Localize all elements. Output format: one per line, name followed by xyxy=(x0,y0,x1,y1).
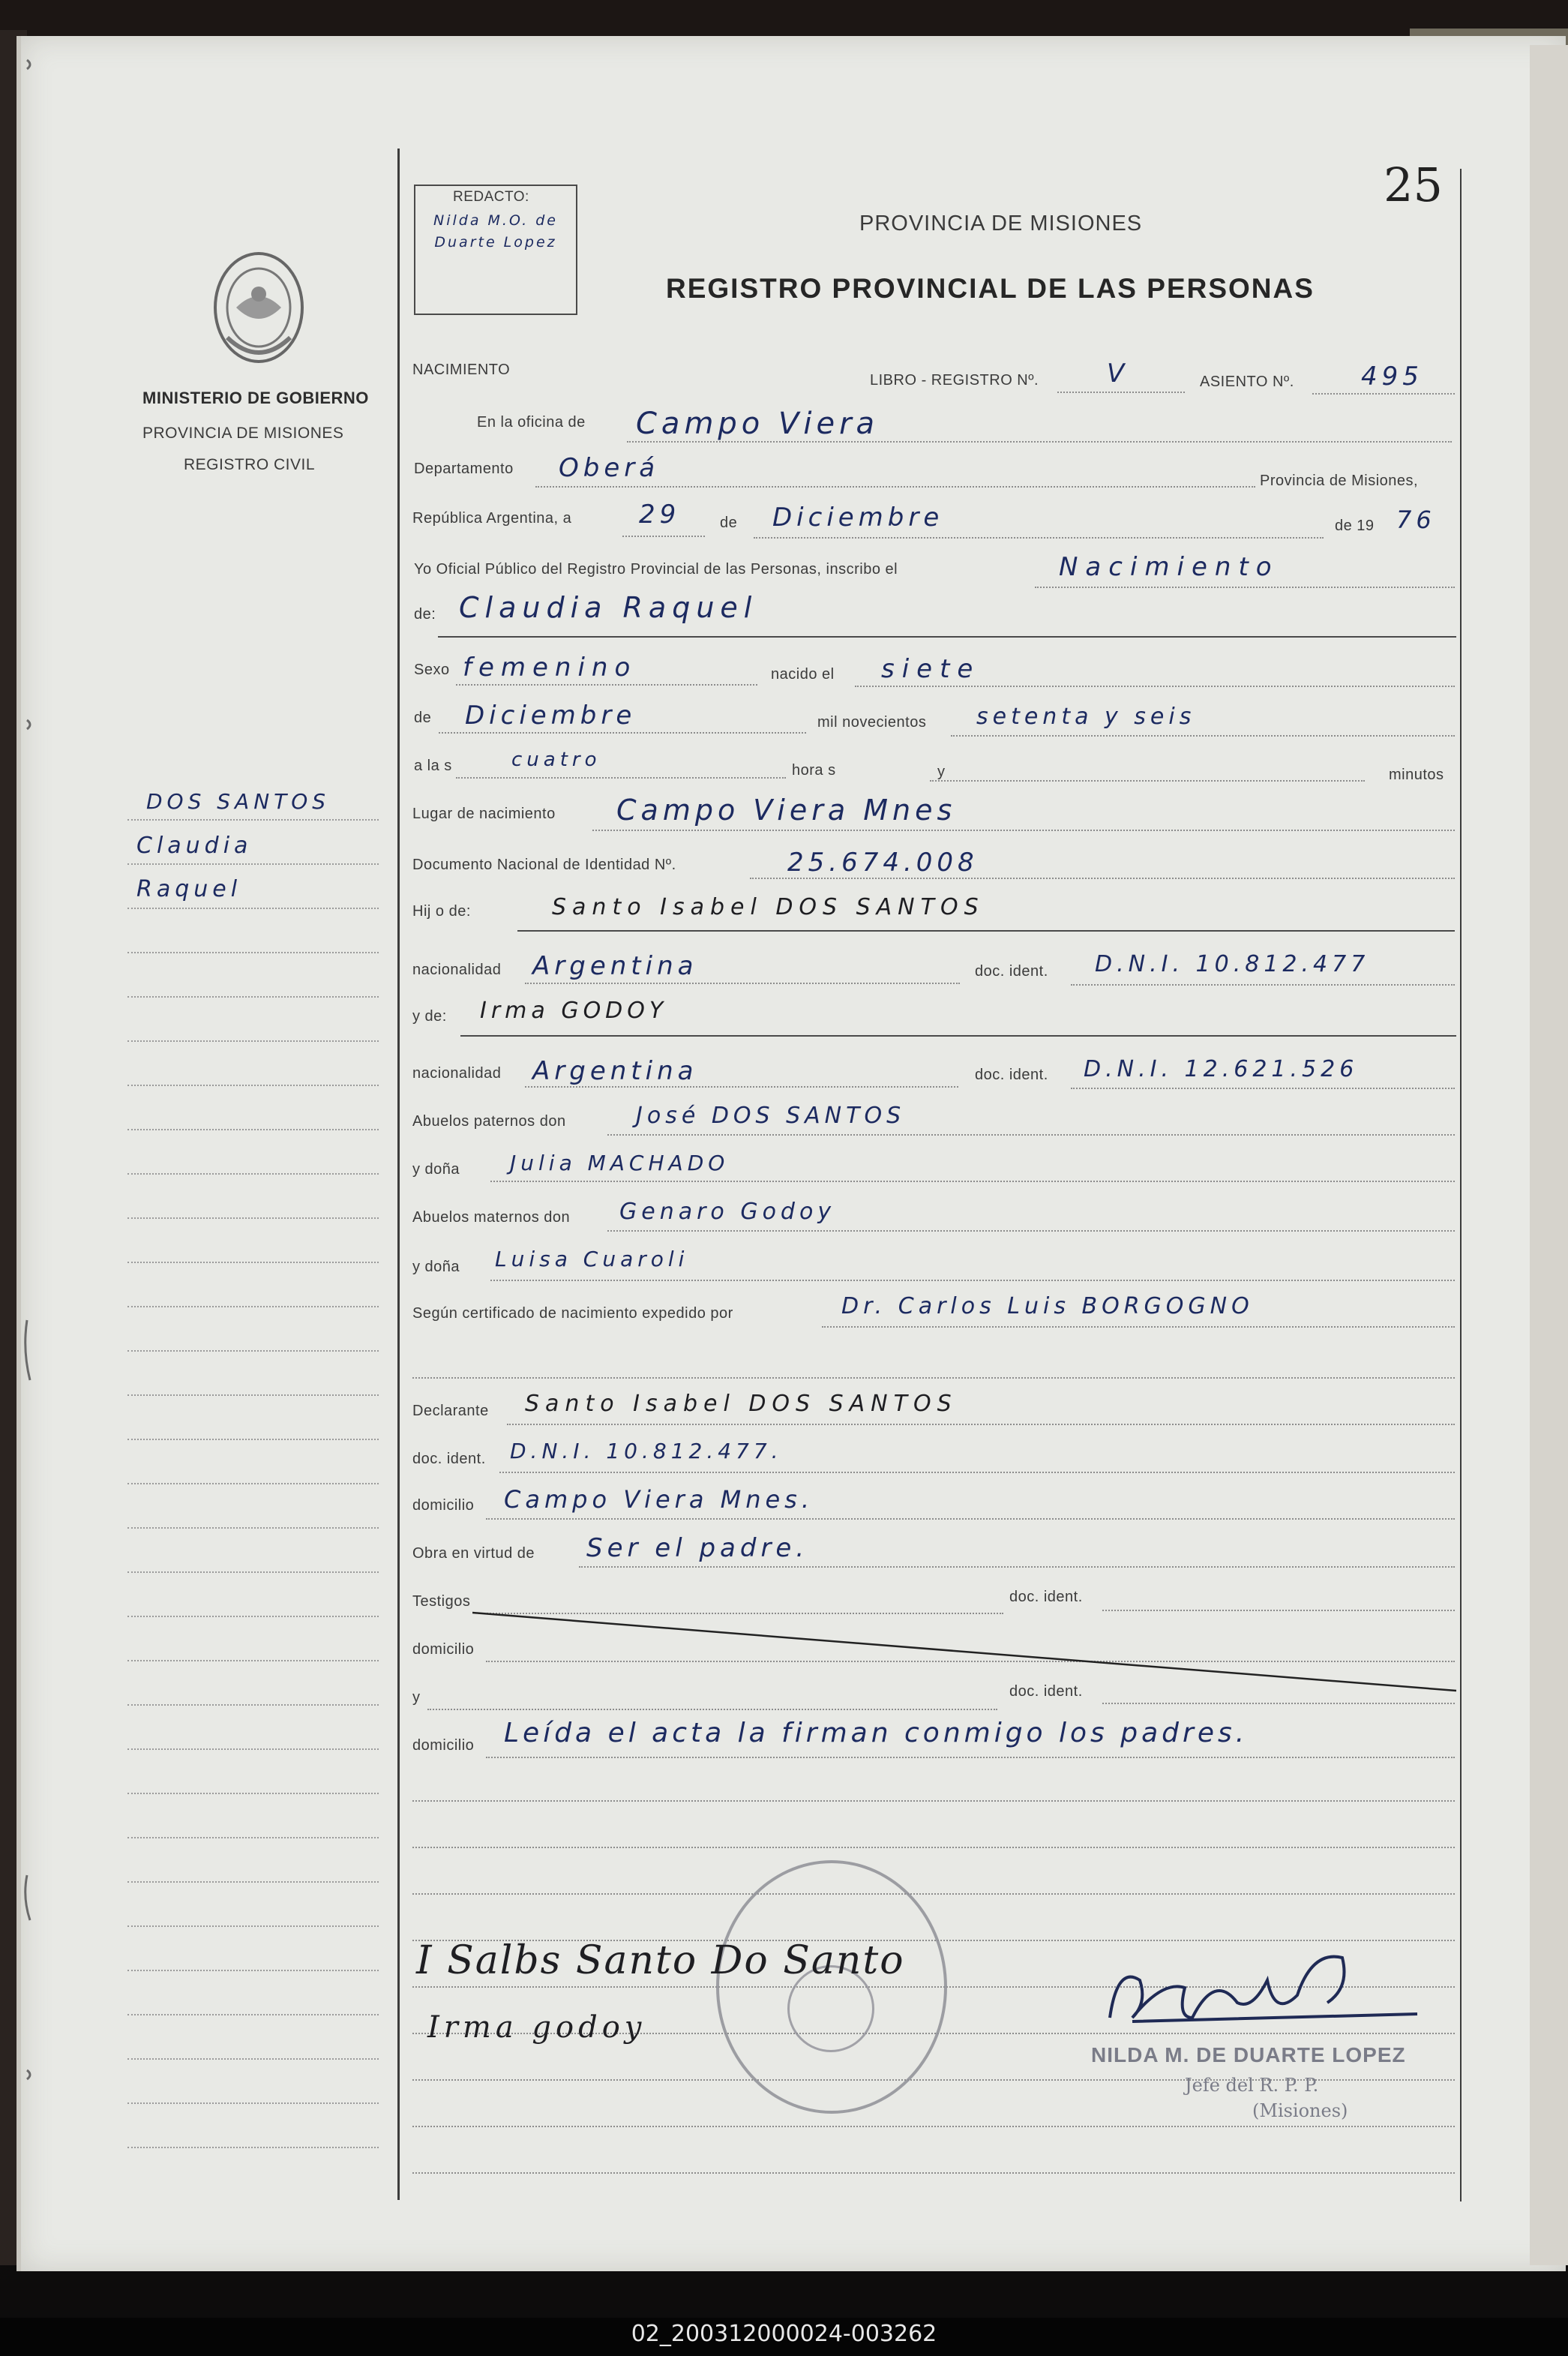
sexo-label: Sexo xyxy=(414,662,450,678)
y-hora-label: y xyxy=(937,764,946,780)
doc1-label: doc. ident. xyxy=(975,963,1048,980)
margin-rule xyxy=(127,1970,379,1971)
declarant-signature: I Salbs Santo Do Santo xyxy=(416,1938,905,1983)
de-name-rule xyxy=(438,636,1456,638)
declarante-label: Declarante xyxy=(412,1403,489,1419)
margin-rule xyxy=(127,1881,379,1883)
official-signature xyxy=(1102,1950,1432,2048)
margin-rule xyxy=(127,1527,379,1529)
nacido-dots xyxy=(855,686,1455,687)
province-title: PROVINCIA DE MISIONES xyxy=(859,212,1143,236)
page-number: 25 xyxy=(1384,158,1443,212)
nac1-label: nacionalidad xyxy=(412,962,502,978)
form-left-border xyxy=(397,149,400,2200)
margin-first-name: Claudia xyxy=(136,833,253,859)
oficina-label: En la oficina de xyxy=(477,414,586,431)
margin-rule xyxy=(127,1925,379,1927)
hijo-value: Santo Isabel DOS SANTOS xyxy=(552,894,985,920)
hijo-rule xyxy=(517,930,1455,932)
obra-label: Obra en virtud de xyxy=(412,1545,535,1562)
de-name-value: Claudia Raquel xyxy=(459,591,758,624)
lugar-value: Campo Viera Mnes xyxy=(616,794,957,827)
nac1-value: Argentina xyxy=(532,951,698,981)
hijo-label: Hij o de: xyxy=(412,903,471,920)
departamento-dots xyxy=(535,486,1255,488)
testigos-y-label: y xyxy=(412,1689,421,1706)
margin-rule xyxy=(127,996,379,998)
margin-rule xyxy=(127,1040,379,1042)
de2-dots xyxy=(439,732,806,734)
margin-rule xyxy=(127,1704,379,1706)
testigos-strike-line xyxy=(472,1598,1462,1703)
doc2-dots xyxy=(1071,1088,1455,1089)
asiento-dots xyxy=(1312,393,1455,395)
closing-statement: Leída el acta la firman conmigo los padres. xyxy=(504,1718,1249,1748)
yde-rule xyxy=(460,1035,1456,1037)
domicilio1-dots xyxy=(486,1518,1455,1520)
domicilio1-label: domicilio xyxy=(412,1497,475,1514)
org-civil-label: REGISTRO CIVIL xyxy=(184,456,316,473)
docident-dots xyxy=(499,1472,1455,1473)
mother-signature: Irma godoy xyxy=(427,2010,646,2045)
official-title: Jefe del R. P. P. xyxy=(1185,2075,1319,2096)
margin-rule xyxy=(127,908,379,909)
testigos-label: Testigos xyxy=(412,1593,471,1610)
margin-rule xyxy=(127,1129,379,1130)
lugar-label: Lugar de nacimiento xyxy=(412,806,556,822)
margin-rule xyxy=(127,2014,379,2015)
provincia-label: Provincia de Misiones, xyxy=(1260,473,1419,489)
ministry-label: MINISTERIO DE GOBIERNO xyxy=(142,389,369,407)
margin-rule xyxy=(127,1616,379,1617)
testigos-doc-label: doc. ident. xyxy=(1009,1589,1083,1605)
segun-label: Según certificado de nacimiento expedido por xyxy=(412,1305,733,1322)
testigos-y-dots xyxy=(427,1709,997,1710)
domicilio1-value: Campo Viera Mnes. xyxy=(504,1485,814,1514)
abpat-label: Abuelos paternos don xyxy=(412,1113,566,1130)
segun-dots xyxy=(822,1326,1455,1328)
margin-rule xyxy=(127,1173,379,1175)
asiento-label: ASIENTO Nº. xyxy=(1200,374,1294,390)
ydona2-value: Luisa Cuaroli xyxy=(495,1247,689,1271)
margin-rule xyxy=(127,1793,379,1794)
asiento-value: 495 xyxy=(1361,362,1423,392)
departamento-value: Oberá xyxy=(559,453,660,483)
month-dots xyxy=(754,537,1324,539)
mil-label: mil novecientos xyxy=(817,714,927,731)
abpat-dots xyxy=(607,1134,1455,1136)
margin-rule xyxy=(127,1350,379,1352)
hora-dots xyxy=(930,780,1365,782)
declarante-value: Santo Isabel DOS SANTOS xyxy=(525,1391,958,1417)
de2-value: Diciembre xyxy=(465,701,637,731)
republica-label: República Argentina, a xyxy=(412,510,572,527)
oficial-dots xyxy=(1035,587,1455,588)
lugar-dots xyxy=(592,830,1455,831)
margin-rule xyxy=(127,863,379,865)
binding-stitches xyxy=(19,45,42,2220)
image-caption: 02_200312000024-003262 xyxy=(631,2321,937,2347)
nac1-dots xyxy=(525,983,960,984)
doc1-value: D.N.I. 10.812.477 xyxy=(1095,951,1370,977)
testigos-doc2-label: doc. ident. xyxy=(1009,1683,1083,1700)
documento-label: Documento Nacional de Identidad Nº. xyxy=(412,857,676,873)
yde-value: Irma GODOY xyxy=(480,998,668,1024)
docident-label: doc. ident. xyxy=(412,1451,486,1467)
nac2-dots xyxy=(525,1086,958,1088)
ydona1-label: y doña xyxy=(412,1161,460,1178)
margin-rule xyxy=(127,1085,379,1086)
nacimiento-label: NACIMIENTO xyxy=(412,362,511,378)
margin-rule xyxy=(127,1660,379,1661)
alas-value: cuatro xyxy=(511,749,601,771)
margin-rule xyxy=(127,1748,379,1750)
doc1-dots xyxy=(1071,984,1455,986)
ydona2-label: y doña xyxy=(412,1259,460,1275)
nac2-label: nacionalidad xyxy=(412,1065,502,1082)
redacto-heading: REDACTO: xyxy=(453,189,529,205)
margin-rule xyxy=(127,2058,379,2060)
oficina-value: Campo Viera xyxy=(636,407,880,441)
oficina-dots xyxy=(627,441,1452,443)
margin-rule xyxy=(127,1217,379,1219)
blank-form-rule xyxy=(412,2172,1455,2174)
ydona1-dots xyxy=(490,1181,1455,1182)
day-dots xyxy=(622,536,705,537)
testigos-domicilio2-label: domicilio xyxy=(412,1737,475,1754)
margin-rule xyxy=(127,1439,379,1440)
testigos-doc2-dots xyxy=(1102,1703,1455,1704)
margin-rule xyxy=(127,952,379,953)
oficial-label: Yo Oficial Público del Registro Provincial de las Personas, inscribo el xyxy=(414,561,898,578)
doc2-label: doc. ident. xyxy=(975,1067,1048,1083)
segun-value: Dr. Carlos Luis BORGOGNO xyxy=(841,1293,1254,1319)
abmat-dots xyxy=(607,1230,1455,1232)
documento-dots xyxy=(750,878,1455,879)
obra-dots xyxy=(579,1566,1455,1568)
mil-value: setenta y seis xyxy=(976,704,1196,730)
margin-rule xyxy=(127,1837,379,1838)
margin-rule xyxy=(127,1483,379,1484)
segun-extra-dots xyxy=(412,1377,1455,1379)
abmat-value: Genaro Godoy xyxy=(619,1199,836,1225)
year-label: de 19 xyxy=(1335,518,1375,534)
margin-rule xyxy=(127,2147,379,2148)
declarante-dots xyxy=(507,1424,1455,1425)
doc2-value: D.N.I. 12.621.526 xyxy=(1084,1056,1359,1082)
de-label: de xyxy=(720,515,738,531)
abpat-value: José DOS SANTOS xyxy=(636,1103,906,1129)
day-value: 29 xyxy=(639,500,681,530)
testigos-domicilio2-dots xyxy=(486,1757,1455,1758)
oficial-value: Nacimiento xyxy=(1059,552,1279,582)
documento-value: 25.674.008 xyxy=(787,848,979,878)
margin-middle-name: Raquel xyxy=(136,876,242,902)
margin-rule xyxy=(127,2102,379,2104)
margin-rule xyxy=(127,1394,379,1396)
hora-label: hora s xyxy=(792,762,836,779)
month-value: Diciembre xyxy=(772,503,944,533)
sexo-dots xyxy=(456,684,757,686)
ydona1-value: Julia MACHADO xyxy=(510,1151,730,1175)
form-right-border xyxy=(1460,169,1462,2201)
margin-rule xyxy=(127,1306,379,1307)
alas-label: a la s xyxy=(414,758,452,774)
sexo-value: femenino xyxy=(463,653,637,683)
sheet-edge xyxy=(1530,45,1568,2265)
libro-dots xyxy=(1057,392,1185,393)
blank-form-rule xyxy=(412,2126,1455,2127)
ydona2-dots xyxy=(490,1280,1455,1281)
nacido-value: siete xyxy=(881,654,981,684)
nacido-label: nacido el xyxy=(771,666,835,683)
blank-form-rule xyxy=(412,1893,1455,1895)
libro-label: LIBRO - REGISTRO Nº. xyxy=(870,372,1039,389)
abmat-label: Abuelos maternos don xyxy=(412,1209,571,1226)
alas-dots xyxy=(456,777,786,779)
redacto-name: Nilda M.O. de Duarte Lopez xyxy=(433,212,558,251)
blank-form-rule xyxy=(412,1800,1455,1802)
minutos-label: minutos xyxy=(1389,767,1444,783)
testigos-domicilio-label: domicilio xyxy=(412,1641,475,1658)
yde-label: y de: xyxy=(412,1008,447,1025)
departamento-label: Departamento xyxy=(414,461,514,477)
blank-form-rule xyxy=(412,1847,1455,1848)
province-coat-of-arms-icon xyxy=(206,248,311,368)
mil-dots xyxy=(951,735,1455,737)
margin-surname: DOS SANTOS xyxy=(146,789,331,814)
nac2-value: Argentina xyxy=(532,1056,698,1086)
margin-rule xyxy=(127,819,379,821)
obra-value: Ser el padre. xyxy=(586,1533,809,1563)
year-value: 76 xyxy=(1396,506,1436,534)
de-name-label: de: xyxy=(414,606,436,623)
docident-value: D.N.I. 10.812.477. xyxy=(510,1439,783,1463)
de2-label: de xyxy=(414,710,432,726)
margin-rule xyxy=(127,1262,379,1263)
libro-value: V xyxy=(1107,359,1129,389)
official-name: NILDA M. DE DUARTE LOPEZ xyxy=(1091,2043,1406,2066)
registry-title: REGISTRO PROVINCIAL DE LAS PERSONAS xyxy=(666,273,1315,304)
margin-rule xyxy=(127,1571,379,1573)
org-province-label: PROVINCIA DE MISIONES xyxy=(142,425,344,442)
official-place: (Misiones) xyxy=(1252,2100,1348,2121)
